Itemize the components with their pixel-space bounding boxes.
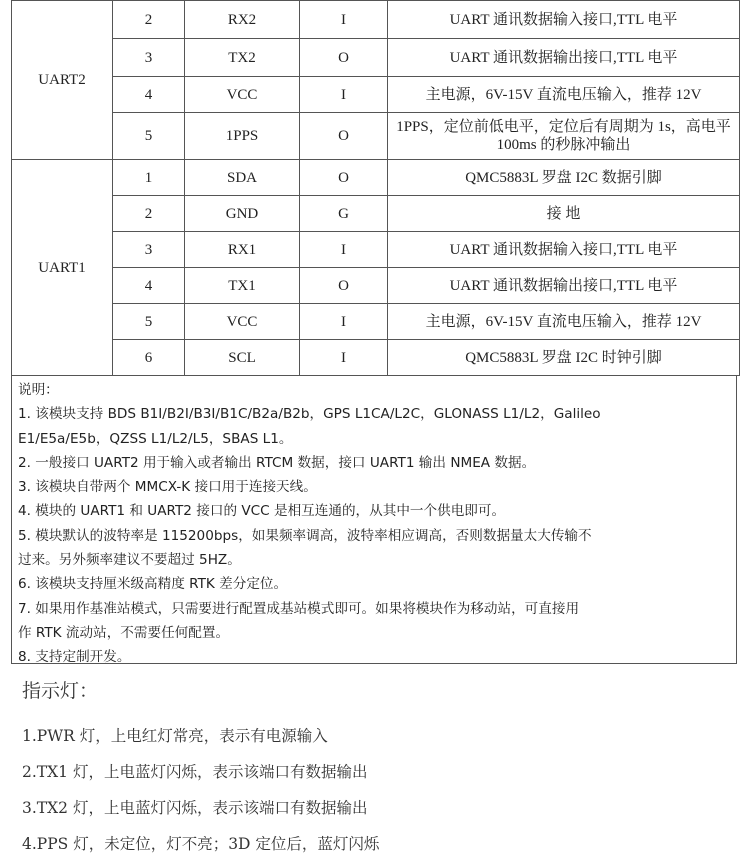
note-line: 7. 如果用作基准站模式，只需要进行配置成基站模式即可。如果将模块作为移动站，可直接用 — [18, 600, 580, 617]
pin-name: TX1 — [185, 268, 300, 304]
pin-description: UART 通讯数据输出接口,TTL 电平 — [388, 39, 740, 77]
pin-number: 6 — [113, 340, 185, 376]
table-row — [12, 77, 740, 113]
pin-description: 主电源，6V-15V 直流电压输入，推荐 12V — [388, 304, 740, 340]
indicator-item: 1.PWR 灯，上电红灯常亮，表示有电源输入 — [22, 727, 328, 745]
pin-direction: O — [300, 268, 388, 304]
table-row — [12, 196, 740, 232]
pin-description-line: 100ms 的秒脉冲输出 — [496, 137, 631, 153]
table-row — [12, 160, 740, 196]
table-row — [12, 39, 740, 77]
pin-direction: I — [300, 232, 388, 268]
pin-description: UART 通讯数据输入接口,TTL 电平 — [388, 232, 740, 268]
pin-name: RX1 — [185, 232, 300, 268]
note-line: 5. 模块默认的波特率是 115200bps，如果频率调高，波特率相应调高，否则数据量太大传输不 — [18, 527, 592, 544]
pin-number: 2 — [113, 196, 185, 232]
table-row — [12, 113, 740, 160]
indicator-item: 4.PPS 灯，未定位，灯不亮；3D 定位后，蓝灯闪烁 — [22, 835, 380, 853]
pin-direction: O — [300, 113, 388, 160]
pin-description: 主电源，6V-15V 直流电压输入，推荐 12V — [388, 77, 740, 113]
indicator-item: 2.TX1 灯，上电蓝灯闪烁，表示该端口有数据输出 — [22, 763, 368, 781]
note-line: 作 RTK 流动站，不需要任何配置。 — [18, 624, 230, 641]
group-label-uart1: UART1 — [12, 160, 113, 376]
pin-table — [11, 0, 740, 376]
notes-box — [11, 376, 737, 664]
table-row — [12, 1, 740, 39]
pin-name: RX2 — [185, 1, 300, 39]
pin-description — [388, 113, 740, 160]
indicator-item: 3.TX2 灯，上电蓝灯闪烁，表示该端口有数据输出 — [22, 799, 368, 817]
note-line: 3. 该模块自带两个 MMCX-K 接口用于连接天线。 — [18, 479, 317, 496]
note-line: 6. 该模块支持厘米级高精度 RTK 差分定位。 — [18, 576, 288, 593]
pin-number: 1 — [113, 160, 185, 196]
pin-name: SCL — [185, 340, 300, 376]
table-row — [12, 340, 740, 376]
pin-direction: I — [300, 77, 388, 113]
pin-description-line: 1PPS，定位前低电平，定位后有周期为 1s，高电平 — [396, 119, 731, 135]
pin-direction: I — [300, 304, 388, 340]
notes-heading: 说明： — [18, 382, 59, 398]
table-row — [12, 232, 740, 268]
table-row — [12, 304, 740, 340]
pin-name: TX2 — [185, 39, 300, 77]
pin-description: UART 通讯数据输入接口,TTL 电平 — [388, 1, 740, 39]
pin-name: VCC — [185, 304, 300, 340]
pin-number: 2 — [113, 1, 185, 39]
pin-number: 5 — [113, 113, 185, 160]
pin-description: UART 通讯数据输出接口,TTL 电平 — [388, 268, 740, 304]
pin-number: 3 — [113, 232, 185, 268]
note-line: 1. 该模块支持 BDS B1I/B2I/B3I/B1C/B2a/B2b，GPS L1CA/L2C，GLONASS L1/L2，Galileo — [18, 406, 601, 423]
pin-direction: I — [300, 1, 388, 39]
pin-name: GND — [185, 196, 300, 232]
pin-direction: O — [300, 39, 388, 77]
table-row — [12, 268, 740, 304]
pin-description: 接 地 — [388, 196, 740, 232]
note-line: 2. 一般接口 UART2 用于输入或者输出 RTCM 数据，接口 UART1 输出 NMEA 数据。 — [18, 454, 536, 471]
pin-direction: G — [300, 196, 388, 232]
pin-number: 4 — [113, 268, 185, 304]
note-line: E1/E5a/E5b，QZSS L1/L2/L5，SBAS L1。 — [18, 430, 293, 447]
group-label-uart2: UART2 — [12, 1, 113, 160]
pin-name: SDA — [185, 160, 300, 196]
pin-number: 4 — [113, 77, 185, 113]
note-line: 8. 支持定制开发。 — [18, 649, 131, 666]
pin-description: QMC5883L 罗盘 I2C 数据引脚 — [388, 160, 740, 196]
pin-name: VCC — [185, 77, 300, 113]
indicator-title: 指示灯： — [22, 680, 99, 702]
pin-number: 5 — [113, 304, 185, 340]
pin-direction: I — [300, 340, 388, 376]
pin-description: QMC5883L 罗盘 I2C 时钟引脚 — [388, 340, 740, 376]
pin-name: 1PPS — [185, 113, 300, 160]
pin-table-container — [11, 0, 739, 664]
pin-direction: O — [300, 160, 388, 196]
note-line: 过来。另外频率建议不要超过 5HZ。 — [18, 552, 241, 569]
pin-number: 3 — [113, 39, 185, 77]
note-line: 4. 模块的 UART1 和 UART2 接口的 VCC 是相互连通的，从其中一个供电即可。 — [18, 503, 506, 520]
